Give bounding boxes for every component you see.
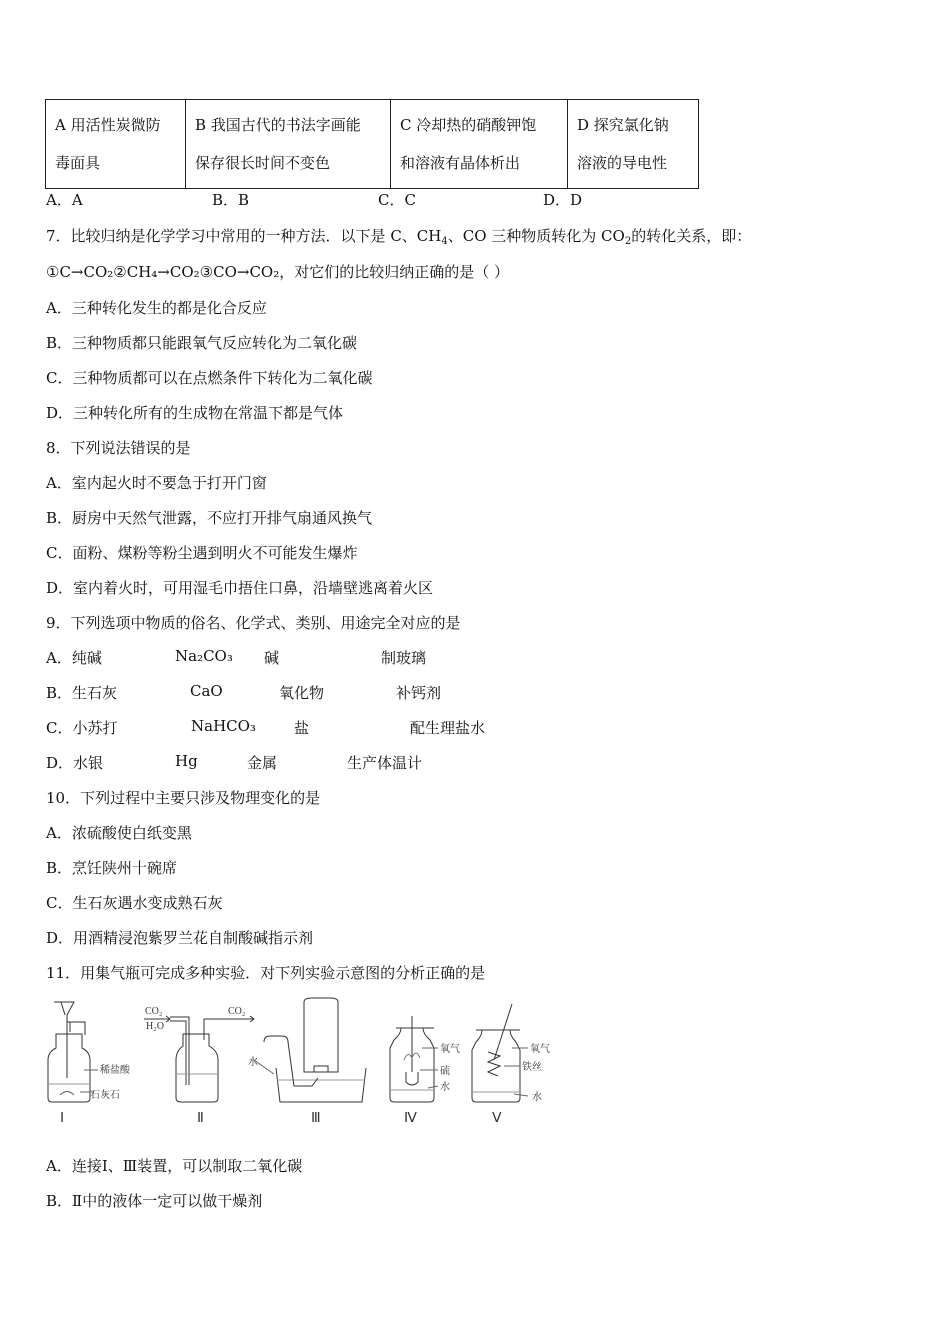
fig3-number: Ⅲ <box>311 1111 321 1126</box>
q6-cell-a: A 用活性炭微防 毒面具 <box>46 100 186 189</box>
q10-option-b: B．烹饪陕州十碗席 <box>46 859 178 877</box>
fig5-number: Ⅴ <box>492 1111 502 1126</box>
fig2-label-in-co2: CO₂ <box>145 1006 163 1017</box>
apparatus-5 <box>472 1004 550 1126</box>
q9-row-a-use: 制玻璃 <box>381 649 427 667</box>
q6-answer-b: B．B <box>212 191 250 209</box>
fig2-label-out-co2: CO₂ <box>228 1006 246 1017</box>
q11-stem: 11．用集气瓶可完成多种实验．对下列实验示意图的分析正确的是 <box>46 964 486 982</box>
q9-row-a-formula: Na₂CO₃ <box>175 647 233 665</box>
q6-answer-d: D．D <box>543 191 583 209</box>
q11-apparatus-figure <box>42 990 562 1130</box>
q10-option-d: D．用酒精浸泡紫罗兰花自制酸碱指示剂 <box>46 929 314 947</box>
fig2-label-in-h2o: H₂O <box>146 1021 164 1032</box>
q10-option-a: A．浓硫酸使白纸变黑 <box>46 824 192 842</box>
q9-row-d-type: 金属 <box>247 754 278 772</box>
q9-row-a-name: A．纯碱 <box>46 649 102 667</box>
fig5-label-oxygen: 氧气 <box>530 1044 550 1055</box>
q9-stem: 9．下列选项中物质的俗名、化学式、类别、用途完全对应的是 <box>46 614 461 632</box>
q8-stem: 8．下列说法错误的是 <box>46 439 191 457</box>
fig5-label-water: 水 <box>532 1092 542 1103</box>
apparatus-1 <box>48 1002 131 1126</box>
q9-row-b-name: B．生石灰 <box>46 684 118 702</box>
q9-row-d-use: 生产体温计 <box>347 754 423 772</box>
apparatus-2 <box>144 1006 254 1126</box>
fig1-label-acid: 稀盐酸 <box>100 1065 130 1076</box>
fig5-label-iron: 铁丝 <box>522 1062 542 1073</box>
q6-answer-a: A．A <box>46 191 83 209</box>
fig4-number: Ⅳ <box>404 1111 417 1126</box>
q8-option-c: C．面粉、煤粉等粉尘遇到明火不可能发生爆炸 <box>46 544 358 562</box>
q7-option-a: A．三种转化发生的都是化合反应 <box>46 299 267 317</box>
apparatus-3 <box>248 998 366 1126</box>
q6-answer-c: C．C <box>378 191 416 209</box>
q7-option-c: C．三种物质都可以在点燃条件下转化为二氧化碳 <box>46 369 373 387</box>
q6-cell-b: B 我国古代的书法字画能 保存很长时间不变色 <box>186 100 391 189</box>
q11-option-a: A．连接Ⅰ、Ⅲ装置，可以制取二氧化碳 <box>46 1157 303 1175</box>
q8-option-d: D．室内着火时，可用湿毛巾捂住口鼻，沿墙壁逃离着火区 <box>46 579 434 597</box>
fig1-number: Ⅰ <box>60 1111 65 1126</box>
q9-row-b-type: 氧化物 <box>279 684 325 702</box>
q6-cell-d: D 探究氯化钠 溶液的导电性 <box>568 100 699 189</box>
q9-row-d-name: D．水银 <box>46 754 104 772</box>
apparatus-4 <box>390 1016 460 1126</box>
fig4-label-water: 水 <box>440 1082 450 1093</box>
fig1-label-limestone: 石灰石 <box>90 1090 120 1101</box>
q9-row-a-type: 碱 <box>264 649 280 667</box>
q7-stem-line2: ①C→CO₂②CH₄→CO₂③CO→CO₂，对它们的比较归纳正确的是（ ） <box>46 263 510 281</box>
fig2-number: Ⅱ <box>197 1111 204 1126</box>
q9-row-c-use: 配生理盐水 <box>410 719 486 737</box>
q7-option-b: B．三种物质都只能跟氧气反应转化为二氧化碳 <box>46 334 358 352</box>
q8-option-a: A．室内起火时不要急于打开门窗 <box>46 474 267 492</box>
q9-row-b-formula: CaO <box>190 682 223 700</box>
q9-row-c-name: C．小苏打 <box>46 719 118 737</box>
q6-cell-c: C 冷却热的硝酸钾饱 和溶液有晶体析出 <box>391 100 568 189</box>
q7-option-d: D．三种转化所有的生成物在常温下都是气体 <box>46 404 344 422</box>
q10-stem: 10．下列过程中主要只涉及物理变化的是 <box>46 789 321 807</box>
fig4-label-oxygen: 氧气 <box>440 1044 460 1055</box>
q6-options-table <box>45 99 699 189</box>
fig3-label-water: 水 <box>248 1057 258 1068</box>
q7-stem: 7．比较归纳是化学学习中常用的一种方法．以下是 C、$CH_4$、CO 三种物质转化为 $CO_2$的转化关系，即： <box>46 227 752 247</box>
q10-option-c: C．生石灰遇水变成熟石灰 <box>46 894 223 912</box>
q9-row-d-formula: Hg <box>175 752 198 770</box>
q9-row-c-type: 盐 <box>294 719 310 737</box>
fig4-label-sulfur: 硫 <box>440 1066 450 1077</box>
q8-option-b: B．厨房中天然气泄露，不应打开排气扇通风换气 <box>46 509 373 527</box>
q11-option-b: B．Ⅱ中的液体一定可以做干燥剂 <box>46 1192 263 1210</box>
q9-row-c-formula: NaHCO₃ <box>191 717 256 735</box>
q9-row-b-use: 补钙剂 <box>396 684 442 702</box>
